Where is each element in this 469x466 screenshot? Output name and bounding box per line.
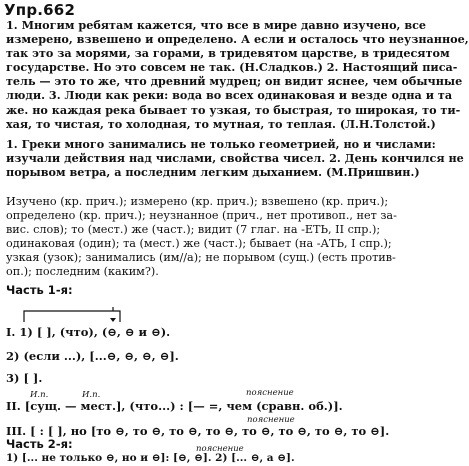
scheme-3: 3) [ ]. xyxy=(6,371,43,385)
text-line: же. но каждая река бывает то узкая, то быстрая, то широкая, то ти- xyxy=(6,102,461,117)
analysis-line: оп.); последним (каким?). xyxy=(6,265,159,279)
label-poyasnenie-1: пояснение xyxy=(246,388,294,398)
analysis-line: одинаковая (один); та (мест.) же (част.); бывает (на -АТЬ, I спр.); xyxy=(6,237,392,251)
text-line: порывом ветра, а последним легким дыханием. (М.Пришвин.) xyxy=(6,165,420,180)
label-ip-2: И.п. xyxy=(82,390,101,400)
exercise-title: Упр.662 xyxy=(4,1,76,19)
scheme-arrow-head xyxy=(110,318,116,322)
text-line: измерено, взвешено и определено. А если и осталось что неузнанное, xyxy=(6,32,469,47)
text-line: хая, то чистая, то холодная, то мутная, то теплая. (Л.Н.Толстой.) xyxy=(6,116,436,131)
analysis-line: узкая (узок); занимались (им//а); не порывом (сущ.) (есть против- xyxy=(6,251,396,265)
scheme-bracket xyxy=(24,311,120,322)
label-ip-1: И.п. xyxy=(30,390,49,400)
text-line: изучали действия над числами, свойства чисел. 2. День кончился не xyxy=(6,151,464,166)
part-2-heading: Часть 2-я: xyxy=(6,437,73,451)
text-line: государстве. Но это совсем не так. (Н.Сладков.) 2. Настоящий писа- xyxy=(6,60,458,75)
label-poyasnenie-2: пояснение xyxy=(247,415,295,425)
text-line: 1. Многим ребятам кажется, что все в мире давно изучено, все xyxy=(6,18,427,32)
analysis-line: определено (кр. прич.); неузнанное (прич., нет противоп., нет за- xyxy=(6,209,397,223)
scheme-II: II. [сущ. — мест.], (что...) : [— =, чем (сравн. об.)]. xyxy=(6,399,343,413)
scheme-1: I. 1) [ ], (что), (⊖, ⊖ и ⊖). xyxy=(6,325,171,339)
analysis-line: Изучено (кр. прич.); измерено (кр. прич.); взвешено (кр. прич.); xyxy=(6,195,389,208)
scheme-2: 2) (если ...), [...⊖, ⊖, ⊖, ⊖]. xyxy=(6,349,179,363)
part-1-heading: Часть 1-я: xyxy=(6,283,73,297)
analysis-line: вис. слов); то (мест.) же (част.); видит (7 глаг. на -ЕТЬ, II спр.); xyxy=(6,223,381,237)
text-line: тель — это то же, что древний мудрец; он видит яснее, чем обычные xyxy=(6,74,463,89)
text-line: 1. Греки много занимались не только геометрией, но и числами: xyxy=(6,137,436,151)
scheme-III: III. [ : [ ], но [то ⊖, то ⊖, то ⊖, то ⊖, то ⊖, то ⊖, то ⊖, то ⊖]. xyxy=(6,424,390,438)
text-line: люди. 3. Люди как реки: вода во всех одинаковая и везде одна и та xyxy=(6,88,453,103)
scheme-part2-1: 1) [... не только ⊖, но и ⊖]: [⊖, ⊖]. 2) [... ⊖, а ⊖]. xyxy=(6,452,295,464)
text-line: так это за морями, за горами, в тридевятом царстве, в тридесятом xyxy=(6,46,450,61)
label-poyasnenie-3: пояснение xyxy=(196,444,244,454)
